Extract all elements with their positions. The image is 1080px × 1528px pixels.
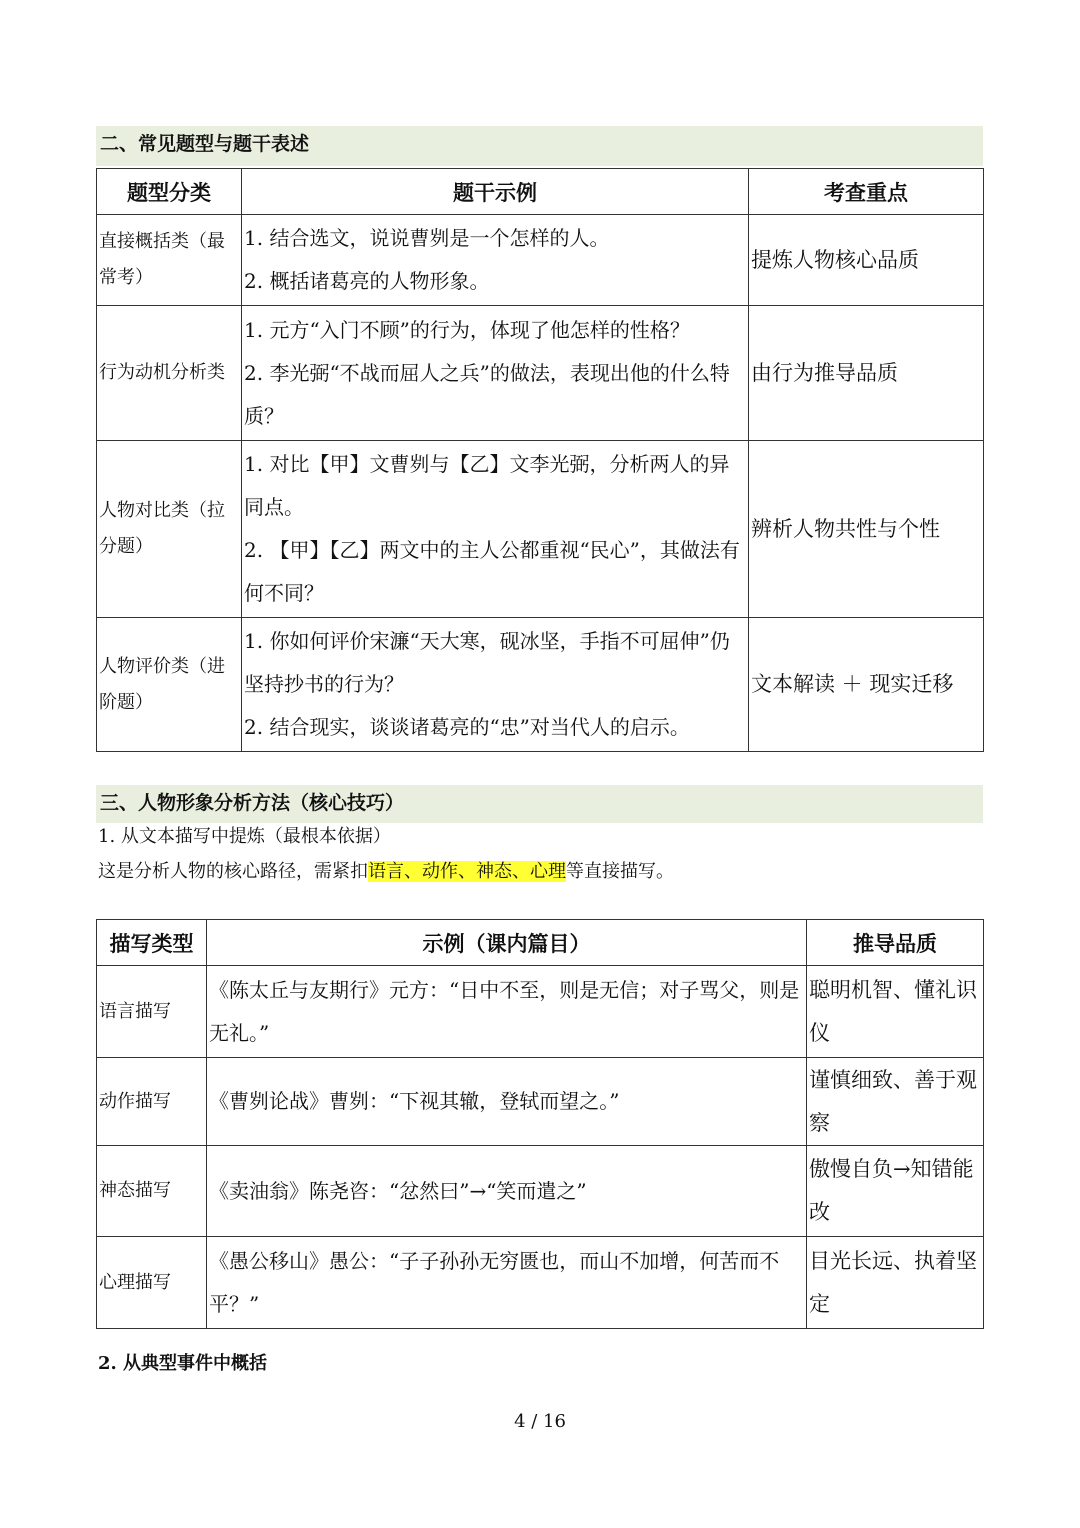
- table-row: [97, 966, 984, 1058]
- category-cell: 直接概括类（最常考）: [97, 215, 242, 306]
- page-number: 4 / 16: [514, 1411, 566, 1432]
- category-cell: 行为动机分析类: [97, 306, 242, 441]
- example-cell: [242, 618, 749, 752]
- section-heading-2: 二、常见题型与题干表述: [96, 126, 983, 166]
- example-line: 2. 【甲】【乙】两文中的主人公都重视“民心”，其做法有何不同？: [244, 538, 740, 605]
- example-cell: [242, 215, 749, 306]
- question-type-table: [96, 168, 984, 752]
- description-type-table: [96, 919, 984, 1329]
- focus-cell: 由行为推导品质: [749, 306, 984, 441]
- table-row: [97, 1058, 984, 1146]
- table-row: [97, 306, 984, 441]
- quality-cell: 目光长远、执着坚定: [807, 1237, 984, 1329]
- intro-paragraph: [98, 858, 674, 886]
- table-row: [97, 441, 984, 618]
- example-line: 2. 概括诸葛亮的人物形象。: [244, 269, 490, 293]
- column-header: 示例（课内篇目）: [207, 920, 807, 966]
- example-cell: 《曹刿论战》曹刿：“下视其辙，登轼而望之。”: [207, 1058, 807, 1146]
- example-line: 1. 结合选文，说说曹刿是一个怎样的人。: [244, 226, 610, 250]
- focus-cell: 辨析人物共性与个性: [749, 441, 984, 618]
- column-header: 题干示例: [242, 169, 749, 215]
- example-line: 2. 结合现实，谈谈诸葛亮的“忠”对当代人的启示。: [244, 715, 690, 739]
- quality-cell: 傲慢自负→知错能改: [807, 1146, 984, 1237]
- example-line: 1. 你如何评价宋濂“天大寒，砚冰坚，手指不可屈伸”仍坚持抄书的行为？: [244, 629, 730, 696]
- subheading-2: 2. 从典型事件中概括: [98, 1353, 268, 1374]
- example-line: 1. 对比【甲】文曹刿与【乙】文李光弼，分析两人的异同点。: [244, 452, 730, 519]
- quality-cell: 聪明机智、懂礼识仪: [807, 966, 984, 1058]
- column-header: 题型分类: [97, 169, 242, 215]
- focus-cell: 提炼人物核心品质: [749, 215, 984, 306]
- column-header: 描写类型: [97, 920, 207, 966]
- table-header-row: [97, 169, 984, 215]
- intro-text: 等直接描写。: [566, 861, 674, 882]
- example-cell: [242, 441, 749, 618]
- subheading-1: 1. 从文本描写中提炼（最根本依据）: [98, 826, 391, 847]
- category-cell: 人物对比类（拉分题）: [97, 441, 242, 618]
- category-cell: 人物评价类（进阶题）: [97, 618, 242, 752]
- example-line: 2. 李光弼“不战而屈人之兵”的做法，表现出他的什么特质？: [244, 360, 730, 428]
- highlighted-text: 语言、动作、神态、心理: [368, 861, 566, 882]
- intro-text: 这是分析人物的核心路径，需紧扣: [98, 861, 368, 882]
- type-cell: 动作描写: [97, 1058, 207, 1146]
- section-heading-3: 三、人物形象分析方法（核心技巧）: [96, 785, 983, 823]
- column-header: 推导品质: [807, 920, 984, 966]
- table-row: [97, 215, 984, 306]
- example-line: 1. 元方“入门不顾”的行为，体现了他怎样的性格？: [244, 317, 690, 342]
- table-row: [97, 1146, 984, 1237]
- table-row: [97, 618, 984, 752]
- example-cell: [242, 306, 749, 441]
- example-cell: 《陈太丘与友期行》元方：“日中不至，则是无信；对子骂父，则是无礼。”: [207, 966, 807, 1058]
- table-header-row: [97, 920, 984, 966]
- example-cell: 《卖油翁》陈尧咨：“忿然曰”→“笑而遣之”: [207, 1146, 807, 1237]
- type-cell: 心理描写: [97, 1237, 207, 1329]
- example-cell: 《愚公移山》愚公：“子子孙孙无穷匮也，而山不加增，何苦而不平？”: [207, 1237, 807, 1329]
- type-cell: 神态描写: [97, 1146, 207, 1237]
- quality-cell: 谨慎细致、善于观察: [807, 1058, 984, 1146]
- column-header: 考查重点: [749, 169, 984, 215]
- focus-cell: 文本解读 ＋ 现实迁移: [749, 618, 984, 752]
- type-cell: 语言描写: [97, 966, 207, 1058]
- table-row: [97, 1237, 984, 1329]
